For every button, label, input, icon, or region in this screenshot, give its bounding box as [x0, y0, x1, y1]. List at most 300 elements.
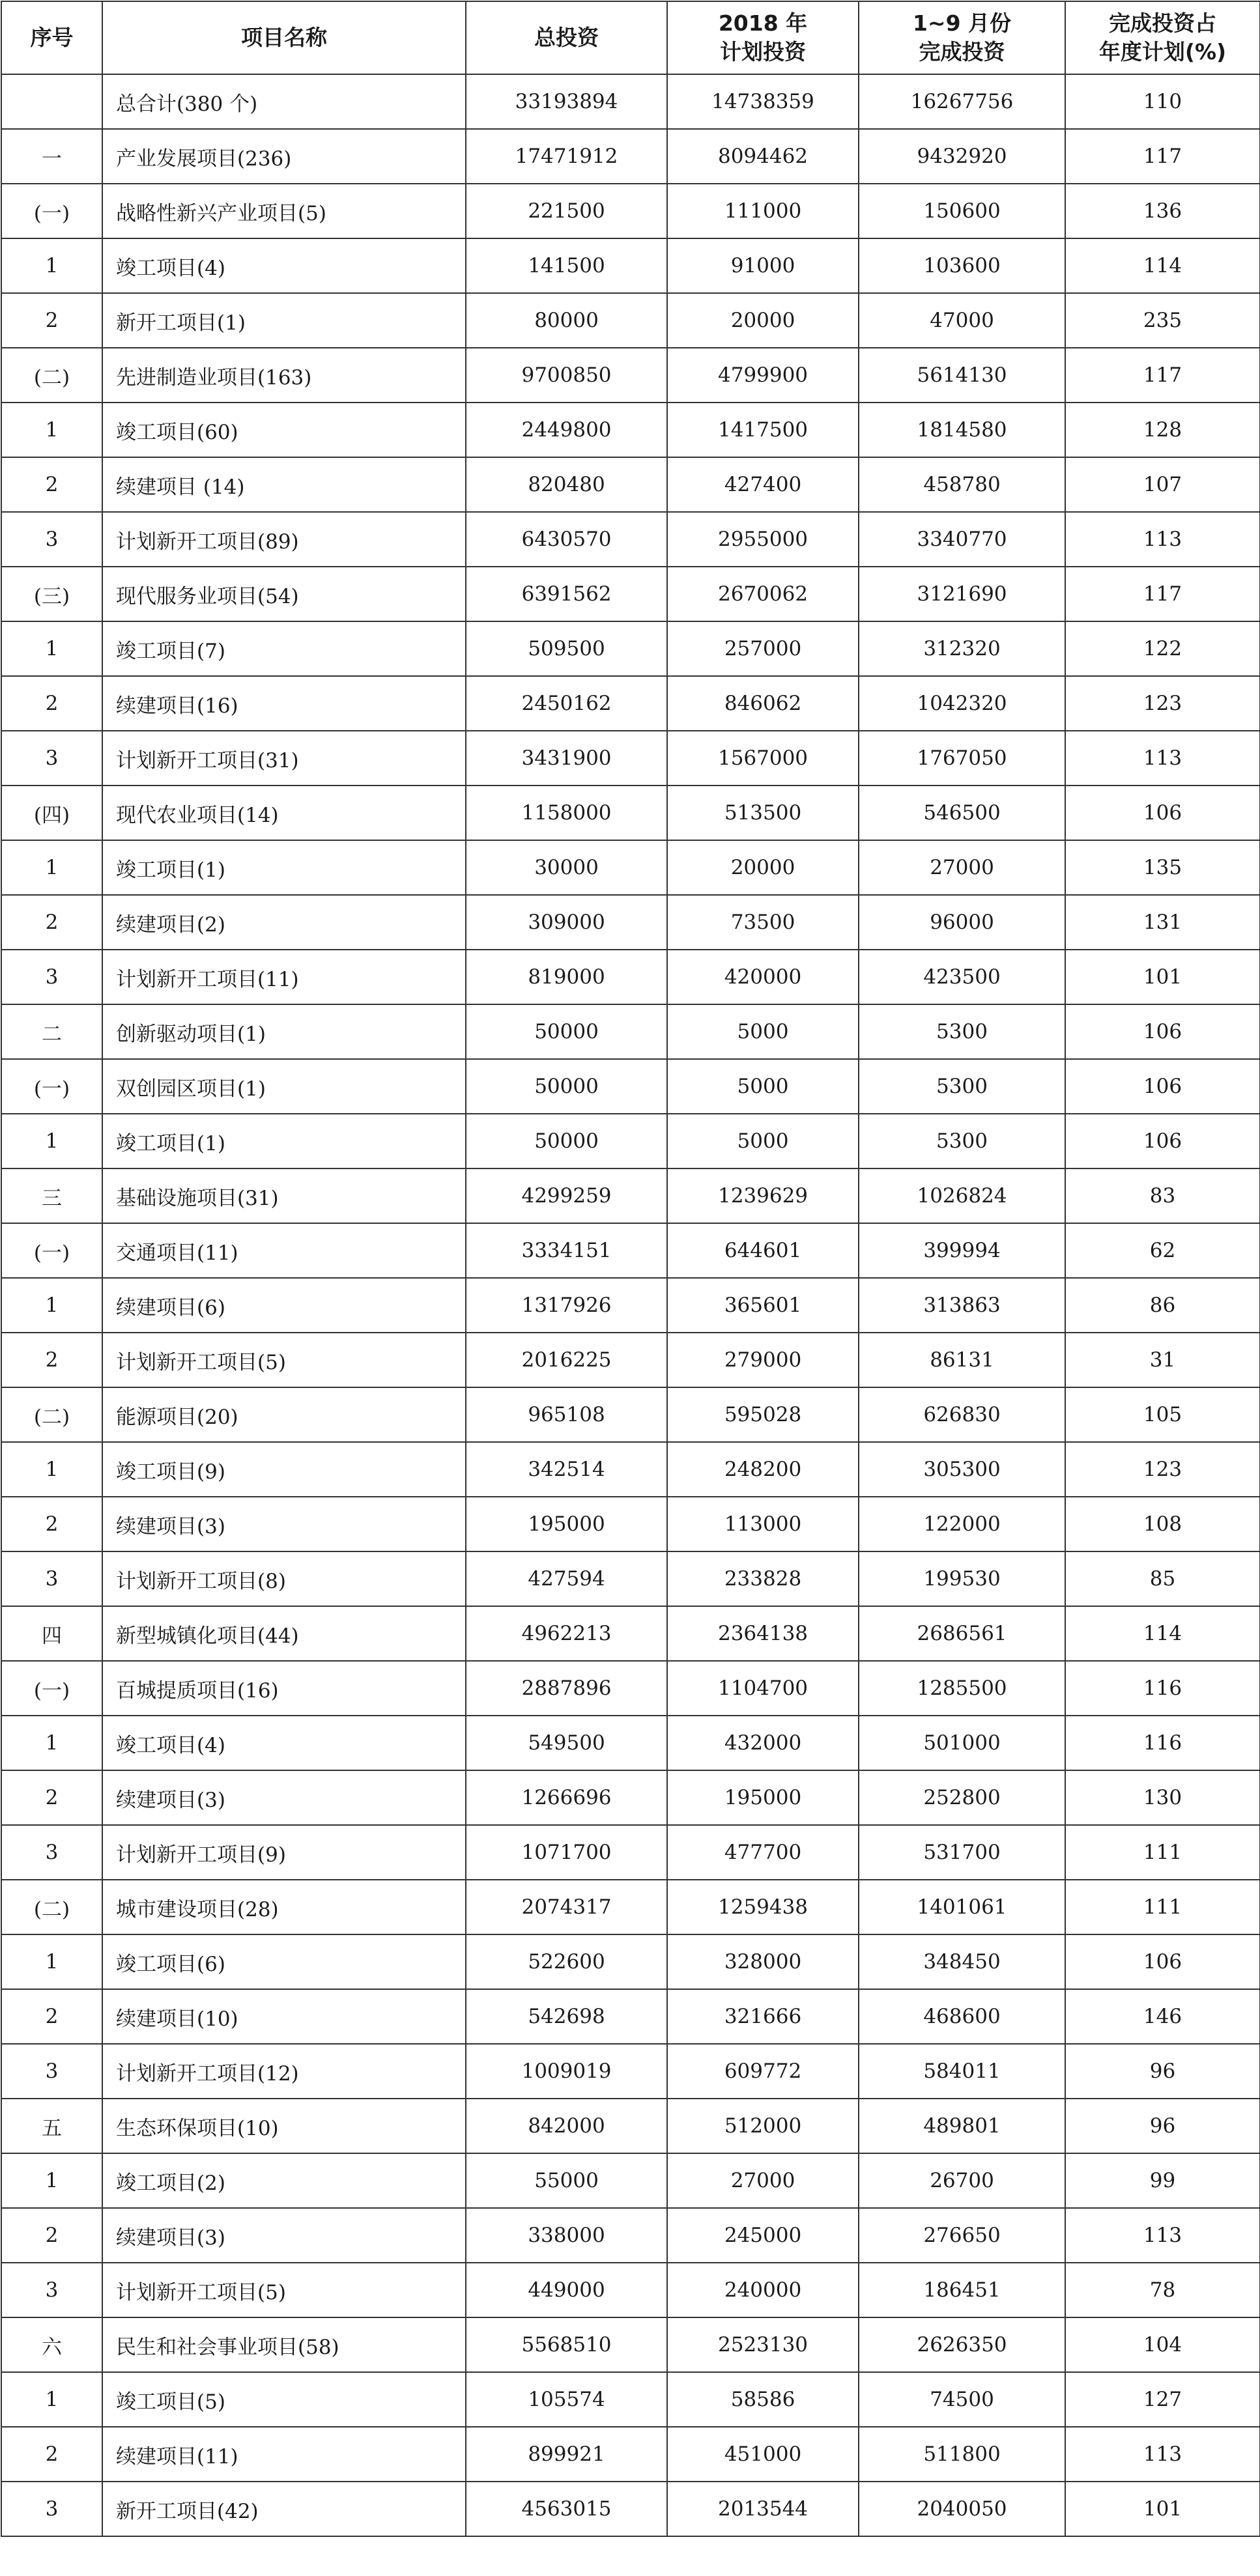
cell-jan-sep-done: 103600	[859, 238, 1065, 293]
cell-completion-pct: 136	[1065, 184, 1260, 238]
cell-2018-plan: 5000	[667, 1059, 859, 1114]
cell-seq: (二)	[1, 1880, 102, 1934]
cell-seq: (二)	[1, 1387, 102, 1442]
cell-project-name: 计划新开工项目(5)	[102, 2263, 466, 2317]
cell-seq: 四	[1, 1606, 102, 1661]
table-row	[1, 1223, 1260, 1278]
cell-2018-plan: 5000	[667, 1004, 859, 1059]
cell-total-investment: 842000	[466, 2099, 667, 2153]
cell-2018-plan: 233828	[667, 1551, 859, 1606]
cell-seq: 3	[1, 2263, 102, 2317]
cell-seq: 2	[1, 1333, 102, 1387]
cell-seq: 1	[1, 1934, 102, 1989]
cell-seq: 二	[1, 1004, 102, 1059]
cell-jan-sep-done: 626830	[859, 1387, 1065, 1442]
cell-project-name: 竣工项目(1)	[102, 840, 466, 895]
cell-2018-plan: 513500	[667, 786, 859, 840]
cell-project-name: 竣工项目(1)	[102, 1114, 466, 1168]
cell-2018-plan: 420000	[667, 950, 859, 1004]
cell-total-investment: 2449800	[466, 403, 667, 457]
cell-completion-pct: 110	[1065, 74, 1260, 129]
cell-seq: (三)	[1, 567, 102, 621]
cell-seq: 3	[1, 1551, 102, 1606]
cell-seq: 2	[1, 293, 102, 348]
cell-total-investment: 17471912	[466, 129, 667, 184]
cell-completion-pct: 111	[1065, 1825, 1260, 1880]
cell-seq: 五	[1, 2099, 102, 2153]
cell-jan-sep-done: 5300	[859, 1004, 1065, 1059]
cell-completion-pct: 116	[1065, 1716, 1260, 1770]
cell-completion-pct: 101	[1065, 950, 1260, 1004]
cell-completion-pct: 106	[1065, 1934, 1260, 1989]
cell-jan-sep-done: 1401061	[859, 1880, 1065, 1934]
cell-jan-sep-done: 501000	[859, 1716, 1065, 1770]
table-row	[1, 1004, 1260, 1059]
cell-completion-pct: 104	[1065, 2317, 1260, 2372]
cell-jan-sep-done: 2626350	[859, 2317, 1065, 2372]
table-row	[1, 2099, 1260, 2153]
cell-completion-pct: 131	[1065, 895, 1260, 950]
cell-project-name: 总合计(380 个)	[102, 74, 466, 129]
cell-jan-sep-done: 584011	[859, 2044, 1065, 2099]
cell-jan-sep-done: 86131	[859, 1333, 1065, 1387]
table-row	[1, 1661, 1260, 1716]
cell-completion-pct: 113	[1065, 2208, 1260, 2263]
table-row	[1, 1333, 1260, 1387]
cell-2018-plan: 2364138	[667, 1606, 859, 1661]
cell-2018-plan: 451000	[667, 2427, 859, 2482]
cell-project-name: 计划新开工项目(5)	[102, 1333, 466, 1387]
table-row	[1, 1989, 1260, 2044]
table-row	[1, 1387, 1260, 1442]
cell-2018-plan: 432000	[667, 1716, 859, 1770]
cell-total-investment: 2016225	[466, 1333, 667, 1387]
table-row	[1, 1880, 1260, 1934]
table-row	[1, 1114, 1260, 1168]
cell-project-name: 交通项目(11)	[102, 1223, 466, 1278]
cell-2018-plan: 365601	[667, 1278, 859, 1333]
cell-project-name: 新开工项目(1)	[102, 293, 466, 348]
cell-jan-sep-done: 252800	[859, 1770, 1065, 1825]
table-row	[1, 2153, 1260, 2208]
table-row	[1, 1770, 1260, 1825]
cell-completion-pct: 123	[1065, 676, 1260, 731]
table-row	[1, 621, 1260, 676]
cell-seq: 3	[1, 2482, 102, 2536]
cell-project-name: 现代农业项目(14)	[102, 786, 466, 840]
table-row	[1, 1551, 1260, 1606]
table-row	[1, 1934, 1260, 1989]
cell-seq: 三	[1, 1168, 102, 1223]
table-row	[1, 840, 1260, 895]
header-row	[1, 1, 1260, 74]
cell-total-investment: 6430570	[466, 512, 667, 567]
cell-2018-plan: 1104700	[667, 1661, 859, 1716]
cell-completion-pct: 106	[1065, 1004, 1260, 1059]
cell-2018-plan: 1239629	[667, 1168, 859, 1223]
cell-project-name: 续建项目 (14)	[102, 457, 466, 512]
cell-total-investment: 309000	[466, 895, 667, 950]
cell-jan-sep-done: 3121690	[859, 567, 1065, 621]
header-completion-pct-line1: 完成投资占	[1109, 10, 1216, 36]
cell-jan-sep-done: 423500	[859, 950, 1065, 1004]
cell-completion-pct: 78	[1065, 2263, 1260, 2317]
cell-2018-plan: 240000	[667, 2263, 859, 2317]
table-row	[1, 348, 1260, 403]
cell-jan-sep-done: 312320	[859, 621, 1065, 676]
cell-seq: 1	[1, 621, 102, 676]
cell-jan-sep-done: 199530	[859, 1551, 1065, 1606]
table-row	[1, 2482, 1260, 2536]
cell-seq: 2	[1, 1989, 102, 2044]
table-row	[1, 74, 1260, 129]
table-row	[1, 731, 1260, 786]
cell-seq: 1	[1, 1278, 102, 1333]
cell-seq: 1	[1, 403, 102, 457]
cell-jan-sep-done: 2686561	[859, 1606, 1065, 1661]
cell-completion-pct: 146	[1065, 1989, 1260, 2044]
cell-project-name: 计划新开工项目(31)	[102, 731, 466, 786]
cell-2018-plan: 644601	[667, 1223, 859, 1278]
cell-total-investment: 50000	[466, 1059, 667, 1114]
cell-2018-plan: 14738359	[667, 74, 859, 129]
cell-seq: 1	[1, 1442, 102, 1497]
cell-2018-plan: 2523130	[667, 2317, 859, 2372]
cell-total-investment: 2887896	[466, 1661, 667, 1716]
investment-table-page	[0, 1, 1260, 2576]
cell-project-name: 能源项目(20)	[102, 1387, 466, 1442]
cell-project-name: 计划新开工项目(89)	[102, 512, 466, 567]
cell-jan-sep-done: 150600	[859, 184, 1065, 238]
cell-seq: 3	[1, 950, 102, 1004]
cell-project-name: 计划新开工项目(8)	[102, 1551, 466, 1606]
cell-2018-plan: 257000	[667, 621, 859, 676]
table-row	[1, 950, 1260, 1004]
cell-total-investment: 55000	[466, 2153, 667, 2208]
table-row	[1, 2427, 1260, 2482]
cell-project-name: 计划新开工项目(11)	[102, 950, 466, 1004]
cell-project-name: 创新驱动项目(1)	[102, 1004, 466, 1059]
cell-jan-sep-done: 96000	[859, 895, 1065, 950]
cell-seq: (一)	[1, 1661, 102, 1716]
table-row	[1, 1059, 1260, 1114]
cell-seq: 2	[1, 2208, 102, 2263]
cell-seq: (四)	[1, 786, 102, 840]
cell-seq: 1	[1, 2372, 102, 2427]
cell-total-investment: 3334151	[466, 1223, 667, 1278]
cell-seq: 1	[1, 840, 102, 895]
cell-jan-sep-done: 27000	[859, 840, 1065, 895]
cell-jan-sep-done: 47000	[859, 293, 1065, 348]
cell-completion-pct: 127	[1065, 2372, 1260, 2427]
cell-2018-plan: 4799900	[667, 348, 859, 403]
cell-completion-pct: 117	[1065, 129, 1260, 184]
cell-2018-plan: 245000	[667, 2208, 859, 2263]
cell-total-investment: 141500	[466, 238, 667, 293]
cell-jan-sep-done: 5300	[859, 1059, 1065, 1114]
cell-jan-sep-done: 16267756	[859, 74, 1065, 129]
cell-seq: 六	[1, 2317, 102, 2372]
cell-total-investment: 342514	[466, 1442, 667, 1497]
cell-jan-sep-done: 276650	[859, 2208, 1065, 2263]
cell-project-name: 竣工项目(2)	[102, 2153, 466, 2208]
cell-completion-pct: 85	[1065, 1551, 1260, 1606]
table-row	[1, 184, 1260, 238]
cell-total-investment: 4563015	[466, 2482, 667, 2536]
cell-2018-plan: 512000	[667, 2099, 859, 2153]
cell-jan-sep-done: 468600	[859, 1989, 1065, 2044]
cell-total-investment: 33193894	[466, 74, 667, 129]
cell-jan-sep-done: 74500	[859, 2372, 1065, 2427]
header-completion-pct-line2: 年度计划(%)	[1098, 39, 1227, 64]
header-completion-pct	[1065, 1, 1260, 74]
cell-2018-plan: 1259438	[667, 1880, 859, 1934]
cell-jan-sep-done: 3340770	[859, 512, 1065, 567]
cell-completion-pct: 96	[1065, 2044, 1260, 2099]
cell-completion-pct: 130	[1065, 1770, 1260, 1825]
cell-project-name: 新开工项目(42)	[102, 2482, 466, 2536]
cell-project-name: 百城提质项目(16)	[102, 1661, 466, 1716]
cell-jan-sep-done: 1026824	[859, 1168, 1065, 1223]
cell-completion-pct: 128	[1065, 403, 1260, 457]
table-row	[1, 1442, 1260, 1497]
cell-2018-plan: 27000	[667, 2153, 859, 2208]
cell-completion-pct: 114	[1065, 238, 1260, 293]
cell-total-investment: 4299259	[466, 1168, 667, 1223]
cell-total-investment: 819000	[466, 950, 667, 1004]
cell-total-investment: 9700850	[466, 348, 667, 403]
table-row	[1, 2317, 1260, 2372]
cell-project-name: 竣工项目(60)	[102, 403, 466, 457]
cell-project-name: 竣工项目(6)	[102, 1934, 466, 1989]
cell-total-investment: 195000	[466, 1497, 667, 1551]
cell-jan-sep-done: 186451	[859, 2263, 1065, 2317]
cell-project-name: 生态环保项目(10)	[102, 2099, 466, 2153]
cell-2018-plan: 595028	[667, 1387, 859, 1442]
cell-total-investment: 820480	[466, 457, 667, 512]
cell-total-investment: 522600	[466, 1934, 667, 1989]
cell-completion-pct: 107	[1065, 457, 1260, 512]
cell-seq	[1, 74, 102, 129]
cell-project-name: 续建项目(3)	[102, 1497, 466, 1551]
cell-project-name: 竣工项目(7)	[102, 621, 466, 676]
cell-project-name: 续建项目(10)	[102, 1989, 466, 2044]
cell-seq: (一)	[1, 1059, 102, 1114]
cell-total-investment: 1158000	[466, 786, 667, 840]
cell-2018-plan: 1417500	[667, 403, 859, 457]
cell-project-name: 计划新开工项目(9)	[102, 1825, 466, 1880]
cell-2018-plan: 328000	[667, 1934, 859, 1989]
cell-jan-sep-done: 1042320	[859, 676, 1065, 731]
cell-seq: 3	[1, 2044, 102, 2099]
cell-seq: 3	[1, 731, 102, 786]
cell-total-investment: 1266696	[466, 1770, 667, 1825]
cell-jan-sep-done: 489801	[859, 2099, 1065, 2153]
cell-completion-pct: 96	[1065, 2099, 1260, 2153]
cell-jan-sep-done: 511800	[859, 2427, 1065, 2482]
cell-total-investment: 338000	[466, 2208, 667, 2263]
cell-total-investment: 2074317	[466, 1880, 667, 1934]
cell-seq: 3	[1, 1825, 102, 1880]
cell-seq: 2	[1, 676, 102, 731]
table-body	[1, 74, 1260, 2536]
cell-project-name: 竣工项目(4)	[102, 238, 466, 293]
cell-project-name: 竣工项目(5)	[102, 2372, 466, 2427]
header-jan-sep-done-line1: 1~9 月份	[912, 10, 1012, 36]
cell-total-investment: 1317926	[466, 1278, 667, 1333]
table-row	[1, 676, 1260, 731]
cell-completion-pct: 31	[1065, 1333, 1260, 1387]
cell-2018-plan: 20000	[667, 840, 859, 895]
table-row	[1, 2208, 1260, 2263]
table-row	[1, 2044, 1260, 2099]
cell-completion-pct: 122	[1065, 621, 1260, 676]
cell-project-name: 续建项目(2)	[102, 895, 466, 950]
cell-seq: 2	[1, 1770, 102, 1825]
cell-total-investment: 1009019	[466, 2044, 667, 2099]
cell-jan-sep-done: 305300	[859, 1442, 1065, 1497]
table-row	[1, 1716, 1260, 1770]
cell-2018-plan: 91000	[667, 238, 859, 293]
table-row	[1, 238, 1260, 293]
cell-seq: (一)	[1, 1223, 102, 1278]
cell-project-name: 续建项目(3)	[102, 1770, 466, 1825]
header-2018-plan-line2: 计划投资	[720, 39, 806, 64]
cell-2018-plan: 846062	[667, 676, 859, 731]
header-jan-sep-done-line2: 完成投资	[919, 39, 1005, 64]
table-row	[1, 129, 1260, 184]
table-row	[1, 293, 1260, 348]
cell-seq: 1	[1, 1114, 102, 1168]
cell-completion-pct: 235	[1065, 293, 1260, 348]
cell-completion-pct: 135	[1065, 840, 1260, 895]
cell-jan-sep-done: 458780	[859, 457, 1065, 512]
cell-total-investment: 221500	[466, 184, 667, 238]
header-2018-plan-line1: 2018 年	[718, 10, 808, 36]
cell-jan-sep-done: 348450	[859, 1934, 1065, 1989]
cell-2018-plan: 1567000	[667, 731, 859, 786]
cell-total-investment: 449000	[466, 2263, 667, 2317]
cell-jan-sep-done: 399994	[859, 1223, 1065, 1278]
cell-completion-pct: 117	[1065, 348, 1260, 403]
table-row	[1, 1278, 1260, 1333]
cell-completion-pct: 105	[1065, 1387, 1260, 1442]
cell-2018-plan: 5000	[667, 1114, 859, 1168]
cell-2018-plan: 73500	[667, 895, 859, 950]
cell-seq: 1	[1, 1716, 102, 1770]
table-row	[1, 512, 1260, 567]
cell-total-investment: 427594	[466, 1551, 667, 1606]
cell-completion-pct: 106	[1065, 1114, 1260, 1168]
table-row	[1, 895, 1260, 950]
cell-2018-plan: 195000	[667, 1770, 859, 1825]
cell-total-investment: 899921	[466, 2427, 667, 2482]
cell-jan-sep-done: 531700	[859, 1825, 1065, 1880]
cell-completion-pct: 99	[1065, 2153, 1260, 2208]
cell-completion-pct: 86	[1065, 1278, 1260, 1333]
cell-jan-sep-done: 313863	[859, 1278, 1065, 1333]
cell-completion-pct: 123	[1065, 1442, 1260, 1497]
cell-total-investment: 6391562	[466, 567, 667, 621]
cell-completion-pct: 101	[1065, 2482, 1260, 2536]
table-row	[1, 1168, 1260, 1223]
cell-project-name: 产业发展项目(236)	[102, 129, 466, 184]
cell-project-name: 竣工项目(9)	[102, 1442, 466, 1497]
cell-seq: 1	[1, 238, 102, 293]
cell-seq: 1	[1, 2153, 102, 2208]
cell-project-name: 城市建设项目(28)	[102, 1880, 466, 1934]
cell-completion-pct: 117	[1065, 567, 1260, 621]
cell-completion-pct: 111	[1065, 1880, 1260, 1934]
table-row	[1, 457, 1260, 512]
table-row	[1, 403, 1260, 457]
cell-project-name: 双创园区项目(1)	[102, 1059, 466, 1114]
cell-jan-sep-done: 546500	[859, 786, 1065, 840]
cell-project-name: 现代服务业项目(54)	[102, 567, 466, 621]
cell-total-investment: 3431900	[466, 731, 667, 786]
cell-seq: 2	[1, 457, 102, 512]
cell-jan-sep-done: 5300	[859, 1114, 1065, 1168]
cell-jan-sep-done: 2040050	[859, 2482, 1065, 2536]
cell-project-name: 续建项目(6)	[102, 1278, 466, 1333]
cell-2018-plan: 279000	[667, 1333, 859, 1387]
cell-total-investment: 1071700	[466, 1825, 667, 1880]
cell-project-name: 基础设施项目(31)	[102, 1168, 466, 1223]
cell-jan-sep-done: 9432920	[859, 129, 1065, 184]
cell-project-name: 续建项目(11)	[102, 2427, 466, 2482]
cell-2018-plan: 113000	[667, 1497, 859, 1551]
cell-project-name: 续建项目(3)	[102, 2208, 466, 2263]
cell-seq: 2	[1, 895, 102, 950]
cell-jan-sep-done: 26700	[859, 2153, 1065, 2208]
header-total-investment: 总投资	[466, 1, 667, 74]
cell-2018-plan: 8094462	[667, 129, 859, 184]
cell-project-name: 战略性新兴产业项目(5)	[102, 184, 466, 238]
table-row	[1, 1606, 1260, 1661]
header-2018-plan	[667, 1, 859, 74]
cell-jan-sep-done: 122000	[859, 1497, 1065, 1551]
cell-project-name: 竣工项目(4)	[102, 1716, 466, 1770]
cell-total-investment: 965108	[466, 1387, 667, 1442]
cell-total-investment: 549500	[466, 1716, 667, 1770]
table-row	[1, 567, 1260, 621]
cell-2018-plan: 477700	[667, 1825, 859, 1880]
cell-total-investment: 5568510	[466, 2317, 667, 2372]
cell-jan-sep-done: 1767050	[859, 731, 1065, 786]
cell-2018-plan: 20000	[667, 293, 859, 348]
cell-completion-pct: 114	[1065, 1606, 1260, 1661]
cell-completion-pct: 113	[1065, 731, 1260, 786]
cell-total-investment: 30000	[466, 840, 667, 895]
cell-2018-plan: 609772	[667, 2044, 859, 2099]
cell-2018-plan: 321666	[667, 1989, 859, 2044]
cell-seq: 2	[1, 1497, 102, 1551]
investment-table	[1, 1, 1260, 2537]
header-seq: 序号	[1, 1, 102, 74]
cell-project-name: 计划新开工项目(12)	[102, 2044, 466, 2099]
cell-jan-sep-done: 1285500	[859, 1661, 1065, 1716]
cell-seq: (二)	[1, 348, 102, 403]
table-row	[1, 786, 1260, 840]
cell-seq: 2	[1, 2427, 102, 2482]
cell-seq: (一)	[1, 184, 102, 238]
cell-2018-plan: 111000	[667, 184, 859, 238]
header-jan-sep-done	[859, 1, 1065, 74]
cell-completion-pct: 113	[1065, 2427, 1260, 2482]
cell-completion-pct: 108	[1065, 1497, 1260, 1551]
table-header	[1, 1, 1260, 74]
cell-total-investment: 50000	[466, 1004, 667, 1059]
